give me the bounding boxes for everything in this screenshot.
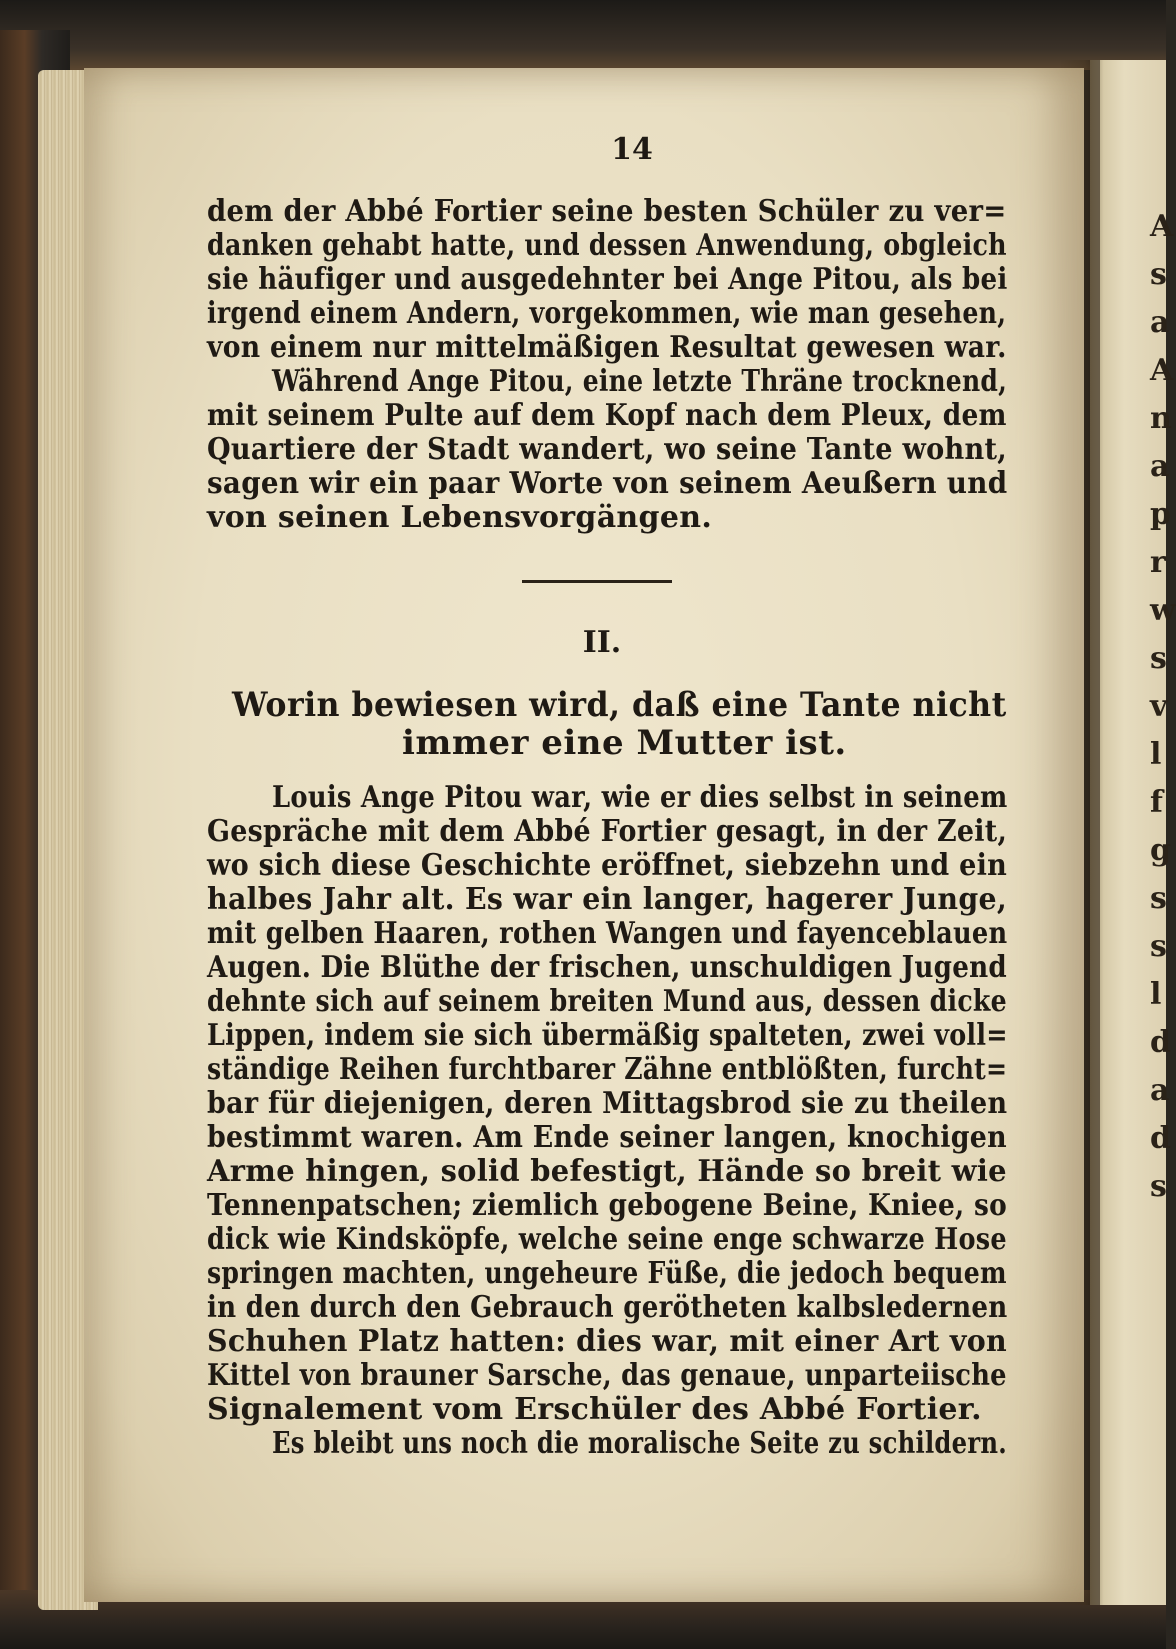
facing-page-letter: A bbox=[1150, 353, 1174, 388]
text-line: dehnte sich auf seinem breiten Mund aus, dessen dicke bbox=[207, 984, 1007, 1019]
facing-page-letter: g bbox=[1150, 833, 1171, 868]
text-line: Louis Ange Pitou war, wie er dies selbst in seinem bbox=[272, 780, 1008, 815]
text-line: ständige Reihen furchtbarer Zähne entblößten, furcht= bbox=[207, 1052, 1008, 1087]
text-line: dick wie Kindsköpfe, welche seine enge schwarze Hose bbox=[207, 1222, 1007, 1257]
facing-page-edge bbox=[1090, 60, 1176, 1605]
text-line: Gespräche mit dem Abbé Fortier gesagt, in der Zeit, bbox=[207, 814, 1008, 849]
facing-page-letter: a bbox=[1150, 1073, 1170, 1108]
text-line: Kittel von brauner Sarsche, das genaue, unparteiische bbox=[207, 1358, 1007, 1393]
facing-page-letter: s bbox=[1150, 929, 1167, 964]
facing-page-letter: d bbox=[1150, 1121, 1171, 1156]
text-line: springen machten, ungeheure Füße, die jedoch bequem bbox=[207, 1256, 1007, 1291]
text-line: Augen. Die Blüthe der frischen, unschuldigen Jugend bbox=[207, 950, 1008, 985]
text-line: Schuhen Platz hatten: dies war, mit einer Art von bbox=[207, 1324, 1007, 1359]
facing-page-letter: s bbox=[1150, 257, 1167, 292]
facing-page-letter: a bbox=[1150, 305, 1170, 340]
page-number: 14 bbox=[611, 132, 653, 167]
text-line: Lippen, indem sie sich übermäßig spalteten, zwei voll= bbox=[207, 1018, 1008, 1053]
text-line: Quartiere der Stadt wandert, wo seine Tante wohnt, bbox=[207, 432, 1008, 467]
text-line: mit gelben Haaren, rothen Wangen und fayenceblauen bbox=[207, 916, 1008, 951]
facing-page-letter: s bbox=[1150, 881, 1167, 916]
text-line: wo sich diese Geschichte eröffnet, siebzehn und ein bbox=[207, 848, 1008, 883]
facing-page-letter: r bbox=[1150, 545, 1166, 580]
facing-page-letter: w bbox=[1150, 593, 1176, 628]
book-cover-top bbox=[0, 0, 1166, 70]
facing-page-letter: n bbox=[1150, 401, 1172, 436]
facing-page-letter: s bbox=[1150, 641, 1167, 676]
text-line: dem der Abbé Fortier seine besten Schüler zu ver= bbox=[207, 194, 1007, 229]
text-line: Tennenpatschen; ziemlich gebogene Beine, Kniee, so bbox=[207, 1188, 1007, 1223]
chapter-title-line: immer eine Mutter ist. bbox=[402, 723, 847, 763]
chapter-number: II. bbox=[582, 625, 622, 660]
text-line: in den durch den Gebrauch gerötheten kalbsledernen bbox=[207, 1290, 1008, 1325]
facing-page-letter: p bbox=[1150, 497, 1171, 532]
text-line: von einem nur mittelmäßigen Resultat gewesen war. bbox=[207, 330, 1007, 365]
text-line: bestimmt waren. Am Ende seiner langen, knochigen bbox=[207, 1120, 1007, 1155]
text-line: danken gehabt hatte, und dessen Anwendung, obgleich bbox=[207, 228, 1007, 263]
text-line: Es bleibt uns noch die moralische Seite zu schildern. bbox=[272, 1426, 1007, 1461]
text-line: irgend einem Andern, vorgekommen, wie man gesehen, bbox=[207, 296, 1007, 331]
text-line: Arme hingen, solid befestigt, Hände so breit wie bbox=[207, 1154, 1007, 1189]
facing-page-letter: f bbox=[1150, 785, 1163, 820]
text-line: sie häufiger und ausgedehnter bei Ange Pitou, als bei bbox=[207, 262, 1008, 297]
facing-page-letter: d bbox=[1150, 1025, 1171, 1060]
facing-page-letter: s bbox=[1150, 1169, 1167, 1204]
facing-page-letter: v bbox=[1150, 689, 1168, 724]
section-divider bbox=[522, 580, 672, 583]
text-line: sagen wir ein paar Worte von seinem Aeußern und bbox=[207, 466, 1008, 501]
text-line: halbes Jahr alt. Es war ein langer, hagerer Junge, bbox=[207, 882, 1008, 917]
text-line: von seinen Lebensvorgängen. bbox=[207, 500, 713, 535]
text-line: mit seinem Pulte auf dem Kopf nach dem Pleux, dem bbox=[207, 398, 1007, 433]
text-line: Signalement vom Erschüler des Abbé Fortier. bbox=[207, 1392, 982, 1427]
facing-page-letter: l bbox=[1150, 977, 1162, 1012]
facing-page-letter: A bbox=[1150, 209, 1174, 244]
facing-page-letter: l bbox=[1150, 737, 1162, 772]
chapter-title-line: Worin bewiesen wird, daß eine Tante nicht bbox=[232, 685, 1007, 725]
text-line: Während Ange Pitou, eine letzte Thräne trocknend, bbox=[272, 364, 1008, 399]
facing-page-letter: a bbox=[1150, 449, 1170, 484]
text-line: bar für diejenigen, deren Mittagsbrod sie zu theilen bbox=[207, 1086, 1008, 1121]
